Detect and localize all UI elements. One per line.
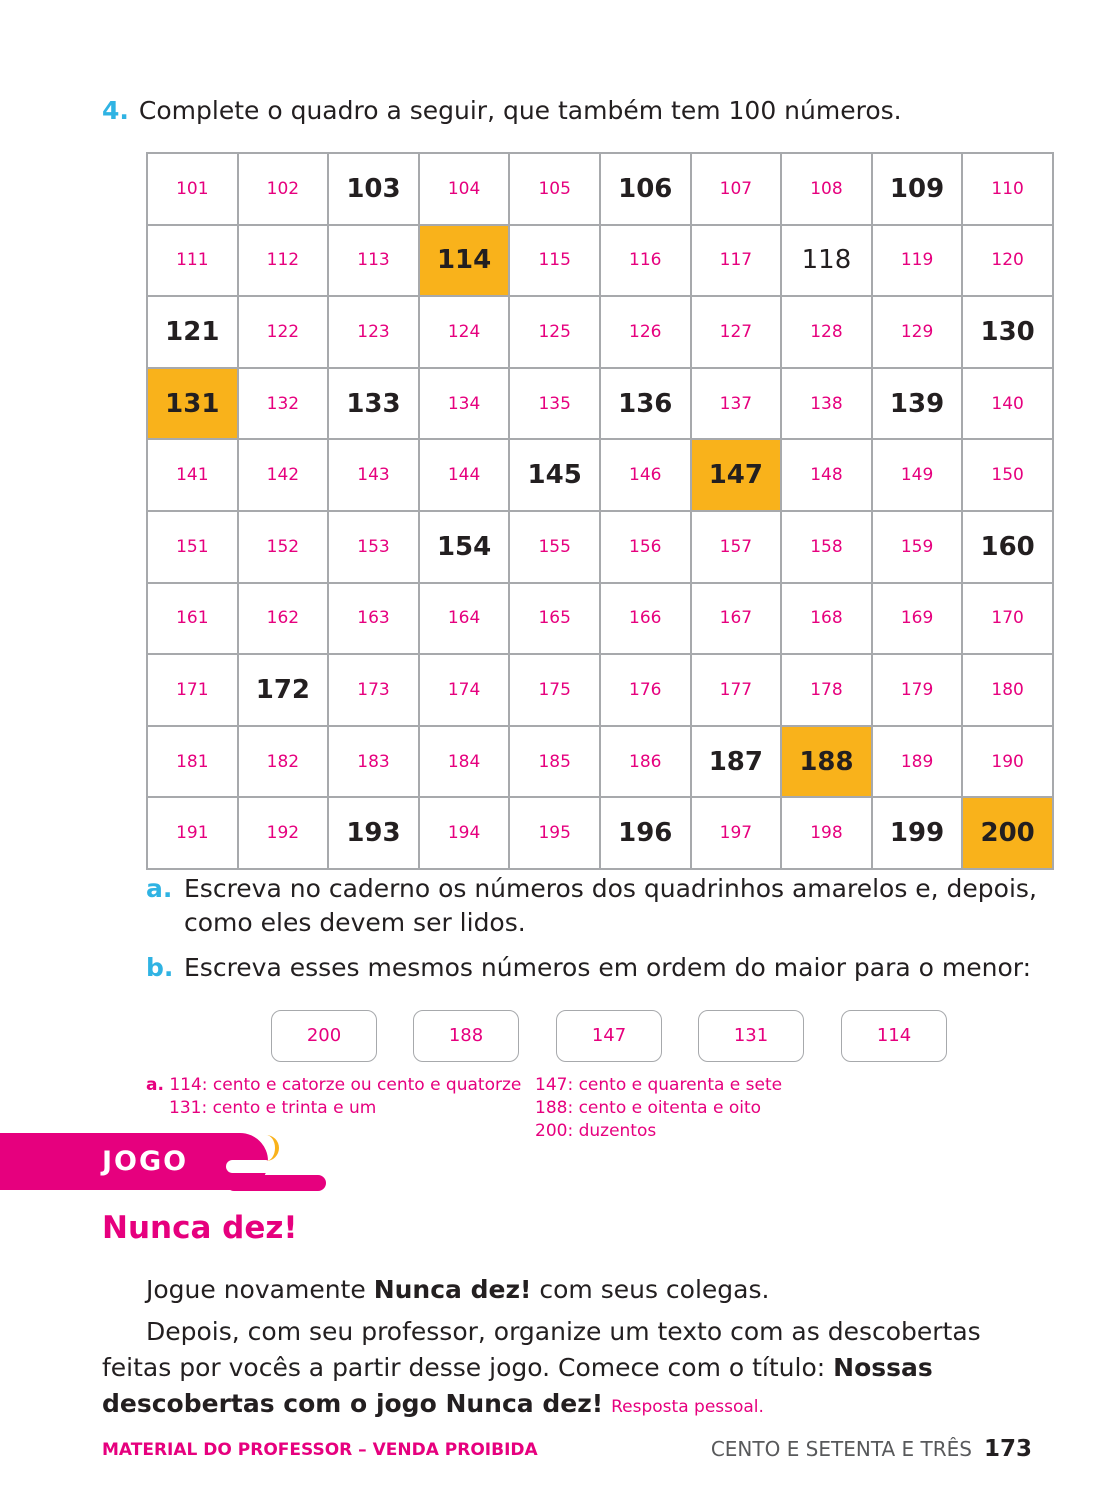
grid-cell: 144 — [419, 439, 510, 511]
grid-cell: 169 — [872, 583, 963, 655]
grid-cell: 165 — [509, 583, 600, 655]
grid-cell: 111 — [147, 225, 238, 297]
grid-cell: 145 — [509, 439, 600, 511]
grid-cell: 194 — [419, 797, 510, 869]
grid-row — [147, 797, 1053, 869]
grid-cell: 110 — [962, 153, 1053, 225]
grid-cell: 134 — [419, 368, 510, 440]
grid-cell: 170 — [962, 583, 1053, 655]
answer-box[interactable]: 131 — [698, 1010, 804, 1062]
grid-cell: 162 — [238, 583, 329, 655]
grid-cell: 190 — [962, 726, 1053, 798]
grid-cell: 106 — [600, 153, 691, 225]
grid-cell: 127 — [691, 296, 782, 368]
grid-cell: 129 — [872, 296, 963, 368]
grid-cell: 192 — [238, 797, 329, 869]
grid-cell: 160 — [962, 511, 1053, 583]
grid-cell: 141 — [147, 439, 238, 511]
grid-cell: 130 — [962, 296, 1053, 368]
grid-cell: 132 — [238, 368, 329, 440]
grid-cell: 135 — [509, 368, 600, 440]
grid-cell: 149 — [872, 439, 963, 511]
grid-cell: 174 — [419, 654, 510, 726]
grid-cell: 104 — [419, 153, 510, 225]
item-a — [146, 872, 1046, 940]
question-number: 4. — [102, 96, 129, 125]
grid-cell: 121 — [147, 296, 238, 368]
teacher-answer-line: 200: duzentos — [535, 1121, 657, 1141]
grid-cell: 133 — [328, 368, 419, 440]
grid-cell: 200 — [962, 797, 1053, 869]
grid-cell: 199 — [872, 797, 963, 869]
grid-row — [147, 368, 1053, 440]
answer-box[interactable]: 147 — [556, 1010, 662, 1062]
paragraph-bold: Nossas descobertas com o jogo Nunca dez! — [102, 1353, 933, 1418]
teacher-answer-left — [146, 1074, 521, 1120]
teacher-answer-line: 131: cento e trinta e um — [169, 1098, 377, 1118]
grid-cell: 181 — [147, 726, 238, 798]
grid-cell: 138 — [781, 368, 872, 440]
grid-cell: 140 — [962, 368, 1053, 440]
grid-row — [147, 726, 1053, 798]
grid-cell: 177 — [691, 654, 782, 726]
grid-cell: 191 — [147, 797, 238, 869]
answer-box[interactable]: 200 — [271, 1010, 377, 1062]
grid-cell: 131 — [147, 368, 238, 440]
grid-cell: 172 — [238, 654, 329, 726]
grid-cell: 109 — [872, 153, 963, 225]
grid-cell: 117 — [691, 225, 782, 297]
grid-cell: 114 — [419, 225, 510, 297]
grid-cell: 139 — [872, 368, 963, 440]
game-title: Nunca dez! — [102, 1210, 298, 1246]
grid-cell: 185 — [509, 726, 600, 798]
page-words: CENTO E SETENTA E TRÊS — [710, 1437, 972, 1461]
grid-cell: 171 — [147, 654, 238, 726]
teacher-answer-label: a. — [146, 1075, 164, 1095]
grid-row — [147, 153, 1053, 225]
grid-cell: 168 — [781, 583, 872, 655]
grid-cell: 183 — [328, 726, 419, 798]
moon-icon — [262, 1134, 286, 1162]
grid-cell: 148 — [781, 439, 872, 511]
teacher-answer: Resposta pessoal. — [611, 1397, 764, 1417]
grid-cell: 178 — [781, 654, 872, 726]
paragraph-2 — [102, 1314, 1042, 1425]
grid-cell: 126 — [600, 296, 691, 368]
grid-cell: 154 — [419, 511, 510, 583]
question-text: Complete o quadro a seguir, que também tem 100 números. — [138, 96, 902, 125]
page-number: 173 — [983, 1436, 1032, 1462]
paragraph-bold: Nunca dez! — [373, 1275, 532, 1304]
banner-tail — [226, 1175, 326, 1191]
grid-cell: 157 — [691, 511, 782, 583]
answer-box[interactable]: 188 — [413, 1010, 519, 1062]
grid-cell: 113 — [328, 225, 419, 297]
question-4 — [102, 96, 902, 125]
grid-cell: 142 — [238, 439, 329, 511]
grid-cell: 197 — [691, 797, 782, 869]
grid-cell: 122 — [238, 296, 329, 368]
item-a-text: Escreva no caderno os números dos quadrinhos amarelos e, depois, como eles devem ser lidos. — [184, 874, 1037, 937]
grid-cell: 152 — [238, 511, 329, 583]
grid-cell: 146 — [600, 439, 691, 511]
paragraph-1 — [102, 1272, 1042, 1308]
grid-cell: 187 — [691, 726, 782, 798]
grid-cell: 179 — [872, 654, 963, 726]
paragraph-text: com seus colegas. — [531, 1275, 770, 1304]
grid-cell: 175 — [509, 654, 600, 726]
item-b — [146, 951, 1046, 985]
grid-cell: 103 — [328, 153, 419, 225]
grid-cell: 164 — [419, 583, 510, 655]
grid-cell: 184 — [419, 726, 510, 798]
grid-cell: 137 — [691, 368, 782, 440]
item-b-label: b. — [146, 953, 174, 982]
grid-row — [147, 439, 1053, 511]
grid-cell: 161 — [147, 583, 238, 655]
grid-cell: 155 — [509, 511, 600, 583]
teacher-answer-line: 114: cento e catorze ou cento e quatorze — [169, 1075, 522, 1095]
grid-cell: 196 — [600, 797, 691, 869]
grid-cell: 167 — [691, 583, 782, 655]
grid-cell: 163 — [328, 583, 419, 655]
grid-cell: 159 — [872, 511, 963, 583]
grid-cell: 176 — [600, 654, 691, 726]
grid-cell: 182 — [238, 726, 329, 798]
grid-cell: 143 — [328, 439, 419, 511]
grid-cell: 180 — [962, 654, 1053, 726]
grid-cell: 108 — [781, 153, 872, 225]
grid-cell: 125 — [509, 296, 600, 368]
grid-cell: 115 — [509, 225, 600, 297]
grid-row — [147, 654, 1053, 726]
grid-cell: 107 — [691, 153, 782, 225]
grid-cell: 118 — [781, 225, 872, 297]
grid-cell: 189 — [872, 726, 963, 798]
grid-cell: 186 — [600, 726, 691, 798]
grid-cell: 195 — [509, 797, 600, 869]
grid-cell: 193 — [328, 797, 419, 869]
grid-cell: 166 — [600, 583, 691, 655]
teacher-answer-right — [535, 1074, 782, 1143]
grid-cell: 112 — [238, 225, 329, 297]
grid-cell: 105 — [509, 153, 600, 225]
paragraph-text: Jogue novamente — [146, 1275, 374, 1304]
footer-notice: MATERIAL DO PROFESSOR – VENDA PROIBIDA — [102, 1440, 538, 1460]
grid-cell: 188 — [781, 726, 872, 798]
grid-cell: 102 — [238, 153, 329, 225]
grid-cell: 153 — [328, 511, 419, 583]
teacher-answer-line: 147: cento e quarenta e sete — [535, 1075, 783, 1095]
grid-row — [147, 511, 1053, 583]
teacher-answer-line: 188: cento e oitenta e oito — [535, 1098, 762, 1118]
footer-page — [711, 1436, 1032, 1462]
item-a-label: a. — [146, 874, 173, 903]
item-b-text: Escreva esses mesmos números em ordem do maior para o menor: — [184, 953, 1032, 982]
grid-cell: 158 — [781, 511, 872, 583]
grid-cell: 147 — [691, 439, 782, 511]
paragraph-text: Depois, com seu professor, organize um texto com as descobertas feitas por vocês a partir desse jogo. Comece com o título: — [102, 1317, 981, 1382]
grid-cell: 151 — [147, 511, 238, 583]
grid-cell: 124 — [419, 296, 510, 368]
grid-cell: 123 — [328, 296, 419, 368]
number-grid — [146, 152, 1054, 870]
grid-cell: 120 — [962, 225, 1053, 297]
grid-cell: 116 — [600, 225, 691, 297]
banner-label: JOGO — [102, 1146, 189, 1177]
grid-row — [147, 225, 1053, 297]
grid-row — [147, 296, 1053, 368]
grid-cell: 119 — [872, 225, 963, 297]
answer-box[interactable]: 114 — [841, 1010, 947, 1062]
grid-cell: 198 — [781, 797, 872, 869]
grid-cell: 173 — [328, 654, 419, 726]
grid-row — [147, 583, 1053, 655]
grid-cell: 150 — [962, 439, 1053, 511]
grid-cell: 136 — [600, 368, 691, 440]
grid-cell: 128 — [781, 296, 872, 368]
grid-cell: 156 — [600, 511, 691, 583]
grid-cell: 101 — [147, 153, 238, 225]
